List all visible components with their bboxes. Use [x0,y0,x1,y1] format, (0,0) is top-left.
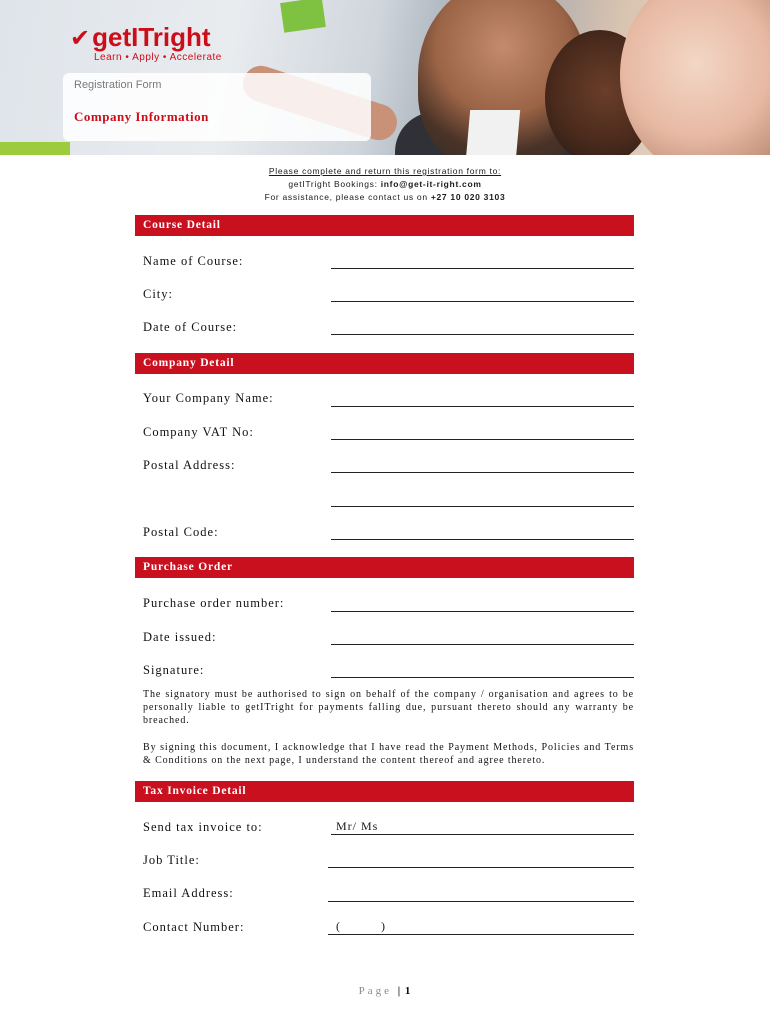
vat-label: Company VAT No: [143,425,254,439]
company-logo [70,22,222,63]
sticky-note-decoration [0,142,70,155]
logo-wordmark: getITright [92,22,211,52]
postal-code-label: Postal Code: [143,525,219,539]
email-link[interactable]: info@get-it-right.com [380,179,482,189]
page-word: Page [358,985,392,997]
course-date-label: Date of Course: [143,320,238,334]
course-name-field[interactable] [331,268,634,269]
signature-label: Signature: [143,663,205,677]
course-name-label: Name of Course: [143,254,244,268]
postal-address-field-2[interactable] [331,506,634,507]
intro-line-3: For assistance, please contact us on +27 10 020 3103 [264,192,506,202]
job-title-label: Job Title: [143,853,200,867]
header-banner [0,0,770,155]
city-field[interactable] [331,301,634,302]
section-header-company: Company Detail [135,353,634,374]
company-name-label: Your Company Name: [143,391,274,405]
email-label: Email Address: [143,886,234,900]
checkmark-icon: ✔ [70,25,91,52]
phone-number: +27 10 020 3103 [430,192,506,202]
company-name-field[interactable] [331,406,634,407]
section-header-tax-invoice: Tax Invoice Detail [135,781,634,802]
po-number-field[interactable] [331,611,634,612]
postal-code-field[interactable] [331,539,634,540]
date-issued-label: Date issued: [143,630,217,644]
signature-field[interactable] [331,677,634,678]
section-header-purchase: Purchase Order [135,557,634,578]
page-footer [0,985,770,997]
city-label: City: [143,287,174,301]
acknowledgement-note: By signing this document, I acknowledge that I have read the Payment Methods, Policies and Terms & Conditions on the next page, I understand the content thereof and agree thereto. [143,742,634,766]
area-code-brackets: ( ) [336,919,386,933]
contact-number-field[interactable] [328,934,634,935]
sticky-note-decoration [280,0,326,33]
section-header-course: Course Detail [135,215,634,236]
course-date-field[interactable] [331,334,634,335]
shirt-photo [466,110,520,155]
intro-line-2: getITright Bookings: info@get-it-right.com [288,179,482,189]
po-number-label: Purchase order number: [143,596,285,610]
contact-number-label: Contact Number: [143,920,245,934]
date-issued-field[interactable] [331,644,634,645]
title-prefix-value: Mr/ Ms [336,819,379,833]
form-label: Registration Form [74,79,162,91]
signatory-note: The signatory must be authorised to sign on behalf of the company / organisation and agrees to be personally liable to getITright for payments falling due, pursuant thereto should any warranty be breached. [143,689,634,726]
page-number: | 1 [397,985,412,997]
job-title-field[interactable] [328,867,634,868]
send-invoice-field[interactable] [331,834,634,835]
postal-address-label: Postal Address: [143,458,236,472]
logo-tagline: Learn • Apply • Accelerate [94,52,222,63]
send-invoice-label: Send tax invoice to: [143,820,263,834]
vat-field[interactable] [331,439,634,440]
form-title-box [63,73,371,141]
intro-line-1: Please complete and return this registration form to: [268,166,502,176]
page-title: Company Information [74,109,209,124]
email-field[interactable] [328,901,634,902]
woman-photo-foreground [620,0,770,155]
postal-address-field-1[interactable] [331,472,634,473]
